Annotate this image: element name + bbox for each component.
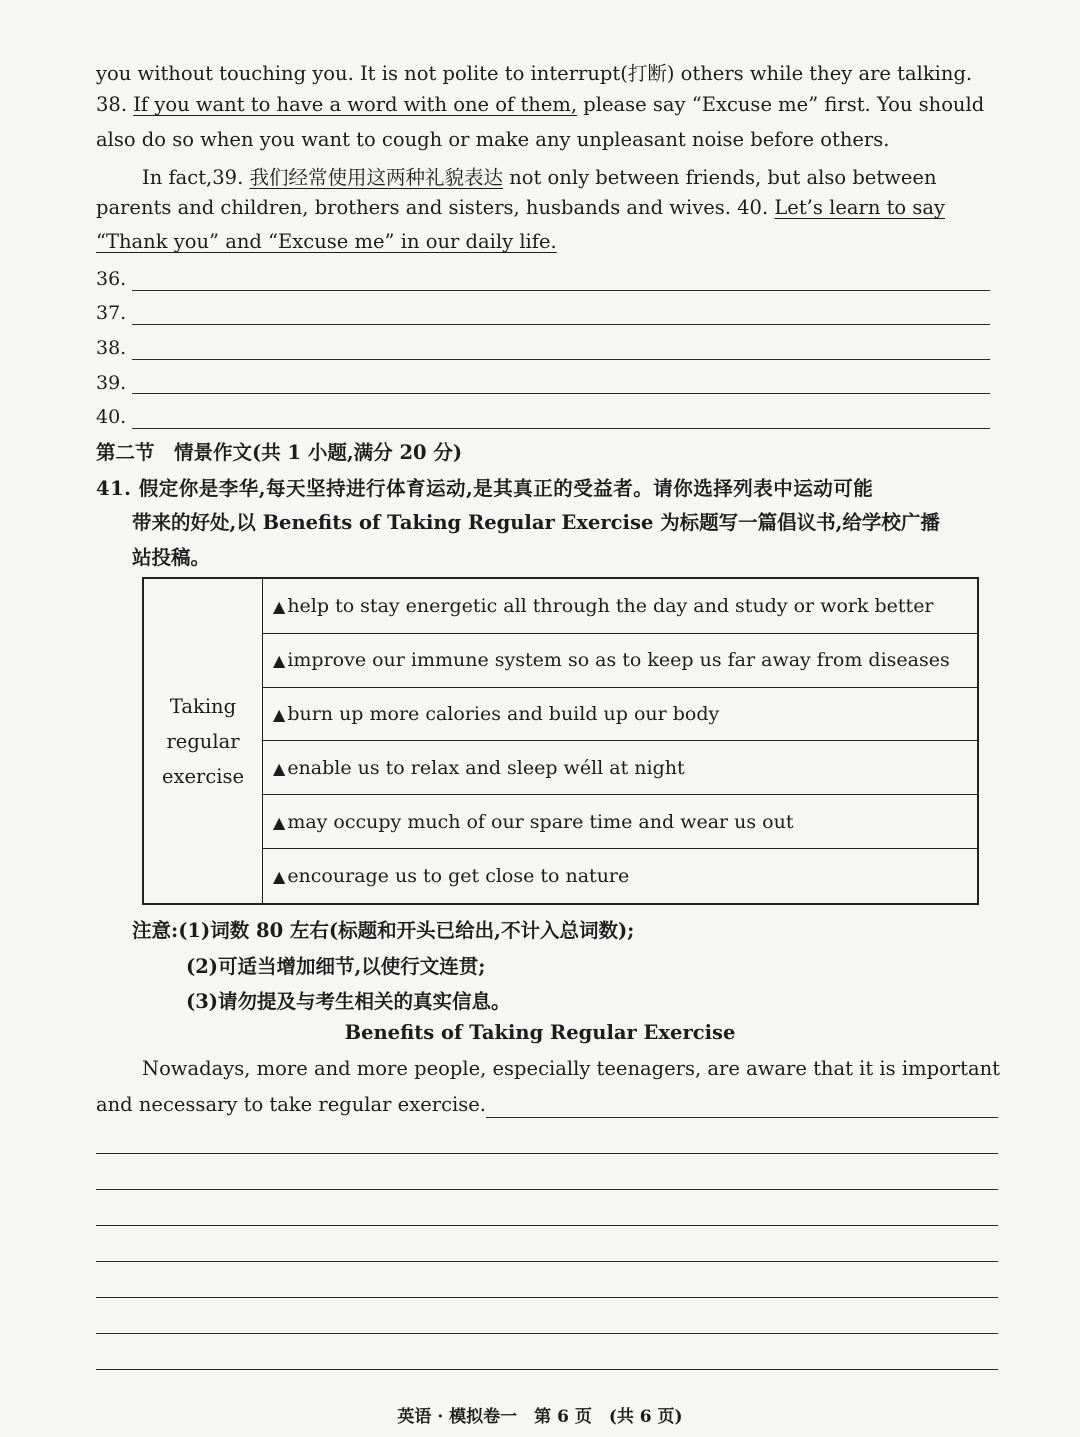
answer-line-40[interactable] [132, 428, 990, 429]
benefit-text: enable us to relax and sleep wéll at night [287, 756, 685, 779]
passage-line-3: also do so when you want to cough or make any unpleasant noise before others. [96, 128, 890, 151]
answer-label-40: 40. [96, 406, 127, 428]
essay-opening-line-2: and necessary to take regular exercise. [96, 1093, 486, 1116]
passage-line-1: you without touching you. It is not polite to interrupt(打断) others while they are talking. [96, 62, 973, 85]
essay-line-4[interactable] [96, 1261, 998, 1262]
passage-line-4 [142, 162, 937, 190]
table-row-2 [263, 633, 979, 687]
answer-label-37: 37. [96, 302, 127, 324]
left-label-3: exercise [161, 764, 245, 788]
q40-sentence-b: “Thank you” and “Excuse me” in our daily life. [96, 230, 557, 253]
answer-label-36: 36. [96, 268, 127, 290]
triangle-icon: ▲ [273, 596, 286, 616]
q41-line-2: 带来的好处,以 Benefits of Taking Regular Exercise 为标题写一篇倡议书,给学校广播 [132, 511, 940, 534]
triangle-icon: ▲ [273, 705, 286, 725]
triangle-icon: ▲ [273, 758, 286, 778]
passage-line-2-rest: please say “Excuse me” first. You should [577, 93, 985, 116]
essay-line-1[interactable] [96, 1153, 998, 1154]
line-4-start: In fact,39. [142, 166, 250, 189]
passage-line-2 [96, 93, 984, 116]
answer-line-37[interactable] [132, 324, 990, 325]
benefit-text: may occupy much of our spare time and wear us out [287, 810, 794, 833]
note-2: (2)可适当增加细节,以使行文连贯; [186, 955, 486, 978]
line-4-rest: not only between friends, but also between [503, 166, 937, 189]
benefit-text: help to stay energetic all through the day and study or work better [287, 594, 934, 617]
essay-title: Benefits of Taking Regular Exercise [344, 1021, 736, 1044]
table-row-6 [263, 849, 979, 904]
essay-line-0[interactable] [486, 1117, 998, 1118]
table-left-cell [143, 578, 263, 904]
q40-sentence-a: Let’s learn to say [774, 196, 945, 219]
section-title: 第二节 情景作文(共 1 小题,满分 20 分) [96, 441, 463, 464]
triangle-icon: ▲ [273, 867, 286, 887]
answer-line-36[interactable] [132, 290, 990, 291]
essay-line-7[interactable] [96, 1369, 998, 1370]
q38-number: 38. [96, 93, 128, 116]
answer-line-39[interactable] [132, 393, 990, 394]
triangle-icon: ▲ [273, 812, 286, 832]
essay-line-6[interactable] [96, 1333, 998, 1334]
left-label-2: regular [166, 729, 240, 753]
note-3: (3)请勿提及与考生相关的真实信息。 [186, 990, 511, 1013]
q39-sentence: 我们经常使用这两种礼貌表达 [249, 166, 503, 189]
page-footer: 英语 · 模拟卷一 第 6 页 (共 6 页) [397, 1407, 683, 1427]
benefit-text: encourage us to get close to nature [287, 865, 630, 888]
answer-label-38: 38. [96, 337, 127, 359]
table-row-3 [263, 687, 979, 741]
triangle-icon: ▲ [273, 651, 286, 671]
benefits-table [142, 577, 979, 905]
benefit-text: improve our immune system so as to keep us far away from diseases [287, 649, 950, 672]
essay-line-2[interactable] [96, 1189, 998, 1190]
passage-line-6 [96, 230, 557, 253]
answer-line-38[interactable] [132, 359, 990, 360]
line-5-start: parents and children, brothers and sisters, husbands and wives. 40. [96, 196, 775, 219]
essay-line-3[interactable] [96, 1225, 998, 1226]
left-label-1: Taking [169, 694, 237, 718]
essay-line-5[interactable] [96, 1297, 998, 1298]
note-1: 注意:(1)词数 80 左右(标题和开头已给出,不计入总词数); [132, 919, 635, 942]
passage-line-5 [96, 196, 945, 219]
q38-sentence: If you want to have a word with one of them, [133, 93, 578, 116]
q41-line-3: 站投稿。 [132, 546, 211, 569]
q41-line-1: 41. 假定你是李华,每天坚持进行体育运动,是其真正的受益者。请你选择列表中运动可能 [96, 477, 874, 500]
table-row-1 [263, 578, 979, 633]
table-row-4 [263, 741, 979, 795]
answer-label-39: 39. [96, 372, 127, 394]
essay-opening-line-1: Nowadays, more and more people, especially teenagers, are aware that it is important [142, 1057, 1000, 1080]
benefit-text: burn up more calories and build up our body [287, 703, 720, 726]
table-row-5 [263, 795, 979, 849]
